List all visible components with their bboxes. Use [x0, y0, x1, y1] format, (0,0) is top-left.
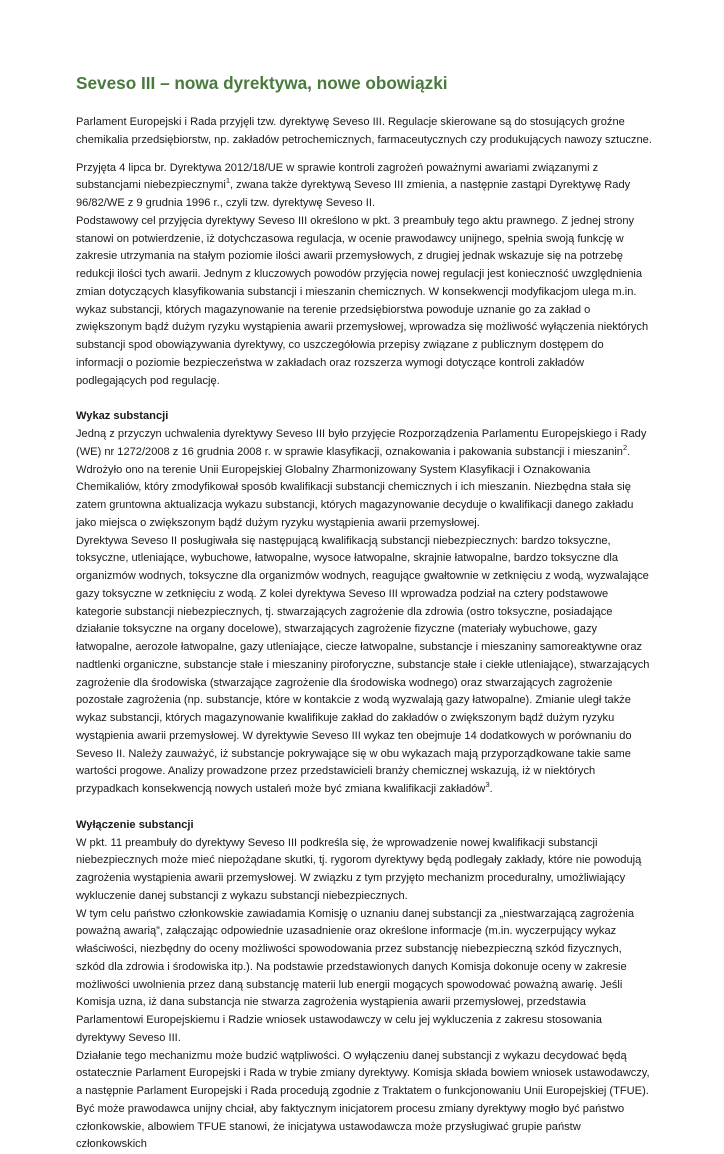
paragraph-text: .: [489, 783, 493, 795]
paragraph-mechanism-doubts: Działanie tego mechanizmu może budzić wątpliwości. O wyłączeniu danej substancji z wykazu decydować będą ostatecznie Parlament Europejski i Rada w trybie zmiany dyrektywy. Komisja składa bowiem wniosek ustawodawczy, a następnie Parlament Europejski i Rada procedują zgodnie z Traktatem o funkcjonowaniu Unii Europejskiej (TFUE).: [76, 1049, 650, 1097]
footnote-ref-1[interactable]: 1: [225, 176, 231, 186]
document-page: [76, 72, 652, 1154]
paragraph-regulation: [76, 426, 652, 533]
intro-paragraph: Parlament Europejski i Rada przyjęli tzw. dyrektywę Seveso III. Regulacje skierowane są do stosujących groźne chemikalia przedsiębiorstw, np. zakładów petrochemicznych, farmaceutycznych czy produkujących nawozy sztuczne.: [76, 116, 652, 146]
paragraph-directive-adoption: [76, 160, 652, 213]
paragraph-text: Jedną z przyczyn uchwalenia dyrektywy Seveso III było przyjęcie Rozporządzenia Parlamentu Europejskiego i Rady (WE) nr 1272/2008 z 16 grudnia 2008 r. w sprawie klasyfikacji, oznakowania i pakowania substancji i mieszanin: [76, 428, 647, 458]
paragraph-classification: [76, 533, 652, 799]
paragraph-text: , zwana także dyrektywą Seveso III zmienia, a następnie zastąpi Dyrektywę Rady 96/82/WE z 9 grudnia 1996 r., czyli tzw. dyrektywę Seveso II.: [76, 179, 631, 209]
paragraph-text: Dyrektywa Seveso II posługiwała się następującą kwalifikacją substancji niebezpiecznych: bardzo toksyczne, toksyczne, utleniające, wybuchowe, łatwopalne, wysoce łatwopalne, skrajnie łatwopalne, bardzo toksyczne dla organizmów wodnych, toksyczne dla organizmów wodnych, reagujące gwałtownie w zetknięciu z wodą, wyzwalające gazy toksyczne w zetknięciu z wodą. Z kolei dyrektywa Seveso III wprowadza podział na cztery podstawowe kategorie substancji niebezpiecznych, tj. stwarzających zagrożenie dla zdrowia (ostro toksyczne, posiadające działanie toksyczne na organy docelowe), stwarzających zagrożenie fizyczne (materiały wybuchowe, gazy łatwopalne, aerozole łatwopalne, gazy utleniające, ciecze łatwopalne, substancje i mieszaniny samoreaktywne oraz nadtlenki organiczne, substancje stałe i mieszaniny piroforyczne, substancje stałe i ciekłe utleniające), stwarzających zagrożenie dla środowiska (stwarzające zagrożenie dla środowiska wodnego) oraz stwarzających zagrożenie pozostałe zagrożenia (np. substancje, które w kontakcie z wodą wyzwalają gazy łatwopalne). Zmianie uległ także wykaz substancji, których magazynowanie kwalifikuje zakład do zakładów o zwiększonym bądź dużym ryzyku wystąpienia awarii przemysłowej. W dyrektywie Seveso III wykaz ten obejmuje 14 dodatkowych w porównaniu do Seveso II. Należy zauważyć, iż substancje pokrywające się w obu wykazach mają przyporządkowane takie same wartości progowe. Analizy prowadzone przez przedstawicieli branży chemicznej wskazują, iż w niektórych przypadkach konsekwencją nowych ustaleń może być zmiana kwalifikacji zakładów: [76, 534, 650, 795]
footnote-ref-3[interactable]: 3: [485, 780, 490, 789]
paragraph-preamble-11: W pkt. 11 preambuły do dyrektywy Seveso III podkreśla się, że wprowadzenie nowej kwalifikacji substancji niebezpiecznych może mieć niepożądane skutki, tj. rygorom dyrektywy będą podlegały zakłady, które nie powodują zagrożenia wystąpienia awarii przemysłowej. W związku z tym przyjęto mechanizm proceduralny, umożliwiający wykluczenie danej substancji z wykazu substancji niebezpiecznych.: [76, 836, 642, 902]
paragraph-legislative-initiative: Być może prawodawca unijny chciał, aby faktycznym inicjatorem procesu zmiany dyrektywy mogło być państwo członkowskie, albowiem TFUE stanowi, że inicjatywa ustawodawcza może przysługiwać grupie państw członkowskich: [76, 1102, 625, 1151]
section-heading-substance-list: Wykaz substancji: [76, 410, 169, 423]
paragraph-text: Przyjęta 4 lipca br. Dyrektywa 2012/18/UE w sprawie kontroli zagrożeń poważnymi awariami związanymi z substancjami niebezpiecznymi: [76, 161, 599, 192]
document-title: Seveso III – nowa dyrektywa, nowe obowiązki: [76, 73, 448, 93]
paragraph-text: . Wdrożyło ono na terenie Unii Europejskiej Globalny Zharmonizowany System Klasyfikacji i Oznakowania Chemikaliów, który zmodyfikował sposób kwalifikacji substancji chemicznych i ich mieszanin. Niezbędna stała się zatem gruntowna aktualizacja wykazu substancji, których magazynowanie decyduje o kwalifikacji danego zakładu jako miejsca o zwiększonym bądź dużym ryzyku wystąpienia awarii przemysłowej.: [76, 445, 634, 529]
paragraph-main-purpose: Podstawowy cel przyjęcia dyrektywy Seveso III określono w pkt. 3 preambuły tego aktu prawnego. Z jednej strony stanowi on potwierdzenie, iż dotychczasowa regulacja, w ocenie prawodawcy unijnego, spełnia swoją funkcję w zakresie utrzymania na stałym poziomie ilości awarii przemysłowych, z drugiej jednak wskazuje się na potrzebę redukcji ilości tych awarii. Jednym z kluczowych powodów przyjęcia nowej regulacji jest konieczność uwzględnienia zmian dotyczących klasyfikowania substancji i mieszanin chemicznych. W konsekwencji modyfikacjom ulega m.in. wykaz substancji, których magazynowanie na terenie przedsiębiorstwa powoduje uznanie go za zakład o zwiększonym bądź dużym ryzyku wystąpienia awarii przemysłowej, wprowadza się możliwość wyłączenia niektórych substancji spod obowiązywania dyrektywy, co uszczegółowia przepisy związane z publicznym dostępem do informacji o poziomie bezpieczeństwa w zakładach oraz rozszerza wymogi dotyczące kontroli zakładów podlegających pod regulację.: [76, 214, 649, 387]
footnote-ref-2[interactable]: 2: [622, 442, 628, 452]
paragraph-member-state-procedure: W tym celu państwo członkowskie zawiadamia Komisję o uznaniu danej substancji za „niestwarzającą zagrożenia poważną awarią”, załączając odpowiednie uzasadnienie oraz określone informacje (m.in. wyczerpujący wykaz właściwości, niezbędny do oceny możliwości spowodowania przez substancję niebezpieczną szkód fizycznych, szkód dla zdrowia i środowiska itp.). Na podstawie przedstawionych danych Komisja dokonuje oceny w zakresie możliwości uwolnienia przez daną substancję materii lub energii mogących spowodować poważną awarię. Jeśli Komisja uzna, iż dana substancja nie stwarza zagrożenia wystąpienia awarii przemysłowej, przedstawia Parlamentowi Europejskiemu i Radzie wniosek ustawodawczy w celu jej wykluczenia z zakresu stosowania dyrektywy Seveso III.: [76, 907, 635, 1044]
section-heading-substance-exclusion: Wyłączenie substancji: [76, 818, 194, 831]
